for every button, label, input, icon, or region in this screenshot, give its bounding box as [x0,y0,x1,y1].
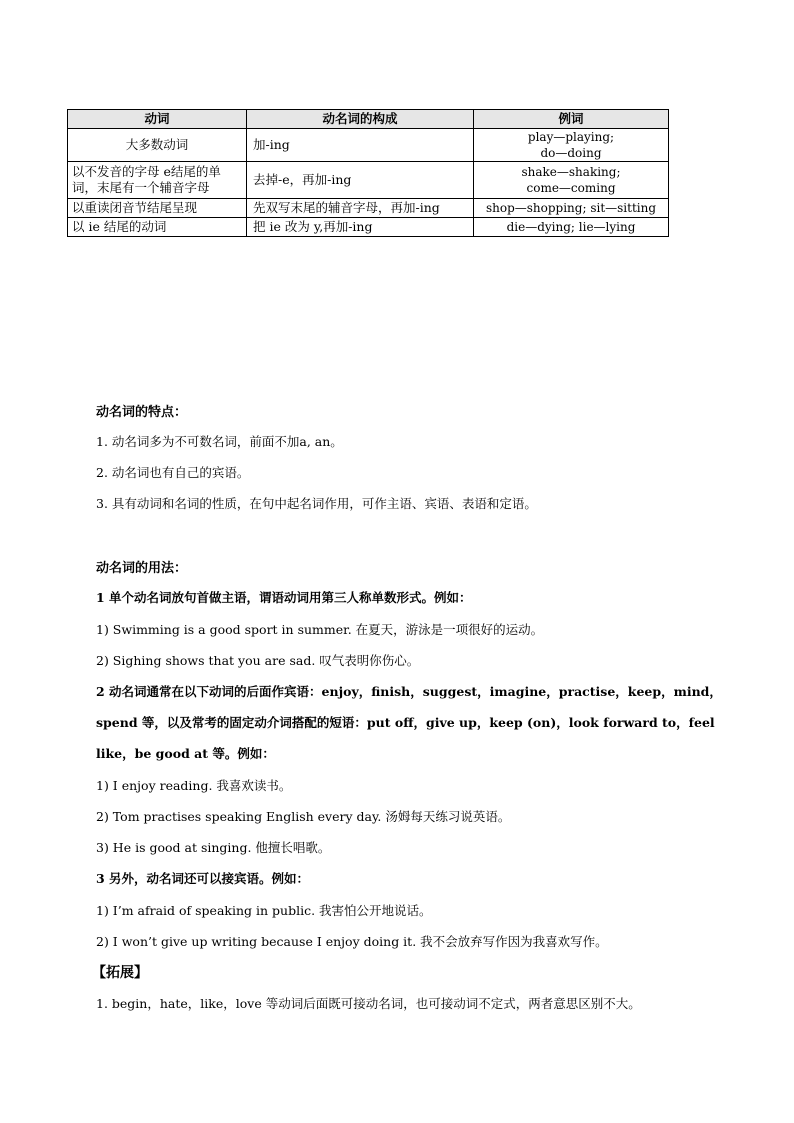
features-heading: 动名词的特点： [96,405,188,420]
table-row [68,162,669,199]
verb-cell: 以 ie 结尾的动词 [68,218,247,237]
rule-cell: 先双写末尾的辅音字母，再加-ing [247,199,474,218]
examples-cell [474,162,669,199]
rule-cell: 加-ing [247,129,474,162]
example-sentence: 1) I enjoy reading. 我喜欢读书。 [96,778,292,793]
header-formation: 动名词的构成 [247,110,474,129]
table-row [68,218,669,237]
examples-cell: die—dying; lie—lying [474,218,669,237]
examples-cell: shop—shopping; sit—sitting [474,199,669,218]
table-row [68,199,669,218]
usage-heading: 动名词的用法： [96,561,188,576]
example-sentence: 2) Sighing shows that you are sad. 叹气表明你伤心。 [96,653,420,668]
usage-rule-2-line: 2 动名词通常在以下动词的后面作宾语：enjoy，finish，suggest，imagine，practise，keep，mind， [96,684,722,699]
extension-item: 1. begin，hate，like，love 等动词后面既可接动名词，也可接动词不定式，两者意思区别不大。 [96,996,641,1011]
example-text: come—coming [526,181,616,195]
usage-rule-2-line: like，be good at 等。例如： [96,746,275,761]
extension-heading: 【拓展】 [92,965,148,981]
features-item: 3. 具有动词和名词的性质，在句中起名词作用，可作主语、宾语、表语和定语。 [96,496,537,511]
usage-rule-3: 3 另外，动名词还可以接宾语。例如： [96,871,310,886]
example-sentence: 2) I won’t give up writing because I enjoy doing it. 我不会放弃写作因为我喜欢写作。 [96,934,608,949]
example-sentence: 1) Swimming is a good sport in summer. 在夏天，游泳是一项很好的运动。 [96,622,544,637]
example-text: play—playing; [527,130,615,144]
usage-rule-2-line: spend 等，以及常考的固定动介词搭配的短语：put off，give up，keep (on)，look forward to，feel [96,715,715,730]
usage-rule-1: 1 单个动名词放句首做主语，谓语动词用第三人称单数形式。例如： [96,590,472,605]
table-row [68,129,669,162]
examples-cell [474,129,669,162]
table-header-row [68,110,669,129]
example-text: do—doing [540,146,602,160]
verb-cell: 大多数动词 [68,129,247,162]
verb-cell: 以重读闭音节结尾呈现 [68,199,247,218]
example-sentence: 1) I’m afraid of speaking in public. 我害怕公开地说话。 [96,903,432,918]
rule-cell: 把 ie 改为 y,再加-ing [247,218,474,237]
gerund-formation-table [67,109,669,237]
verb-cell: 以不发音的字母 e结尾的单词，末尾有一个辅音字母 [68,162,247,199]
header-examples: 例词 [474,110,669,129]
header-verb: 动词 [68,110,247,129]
example-sentence: 2) Tom practises speaking English every day. 汤姆每天练习说英语。 [96,809,511,824]
features-item: 1. 动名词多为不可数名词，前面不加a, an。 [96,434,343,449]
rule-cell: 去掉-e，再加-ing [247,162,474,199]
features-item: 2. 动名词也有自己的宾语。 [96,465,250,480]
example-sentence: 3) He is good at singing. 他擅长唱歌。 [96,840,331,855]
example-text: shake—shaking; [521,165,621,179]
